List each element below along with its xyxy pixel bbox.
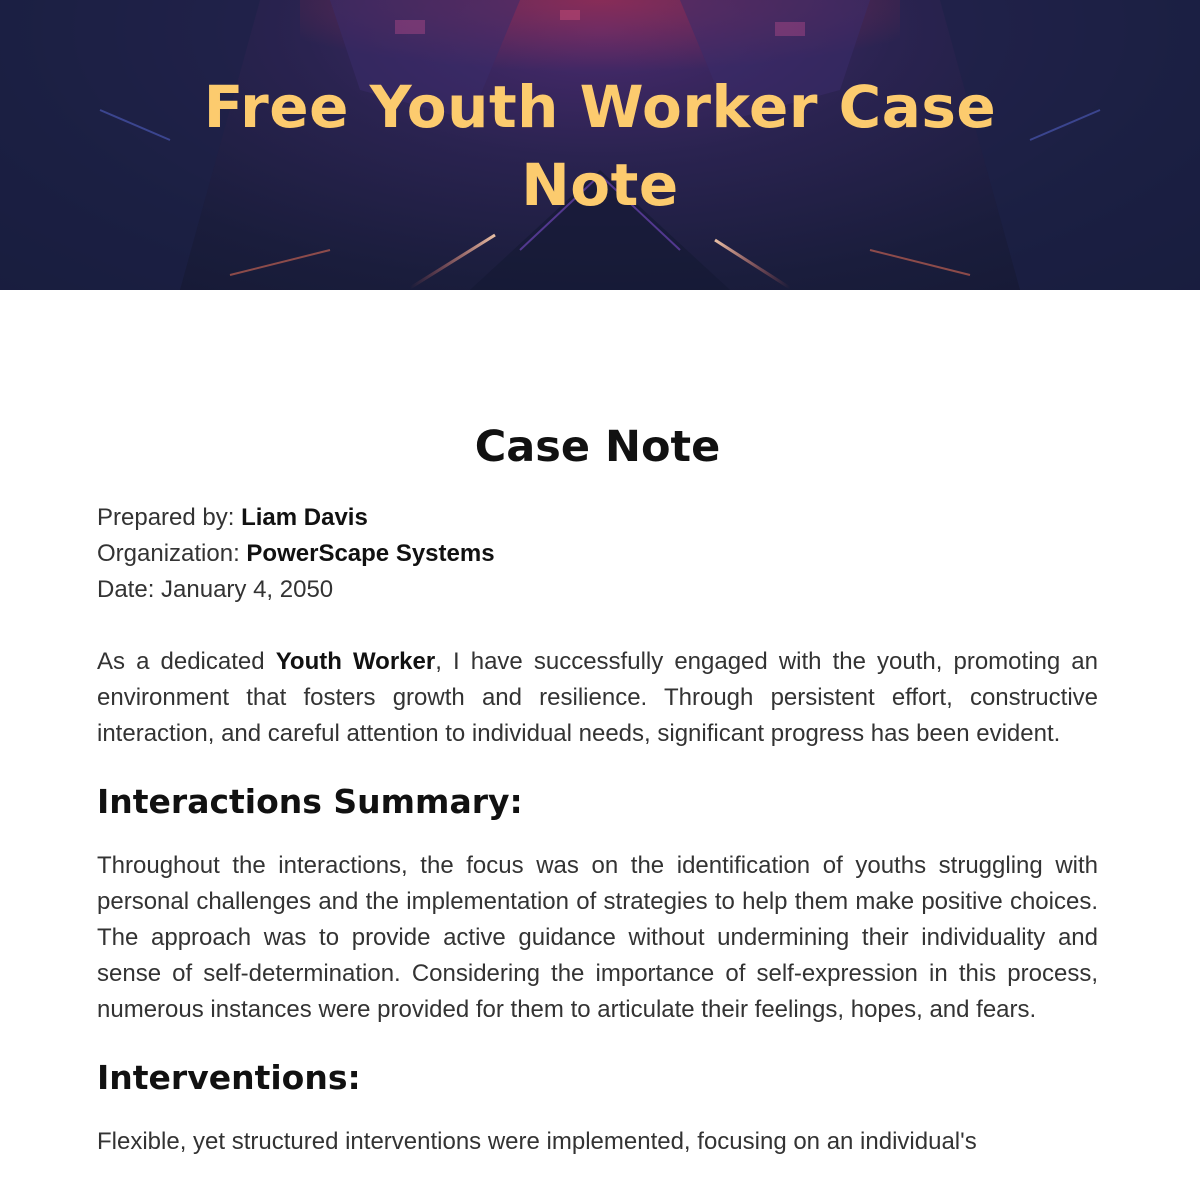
section-body-interventions: Flexible, yet structured interventions were implemented, focusing on an individual's — [97, 1128, 977, 1155]
intro-paragraph — [97, 644, 1098, 752]
document-body — [97, 418, 1098, 1184]
meta-organization — [97, 536, 1098, 572]
intro-emphasis: Youth Worker — [275, 648, 436, 675]
meta-prepared-by — [97, 500, 1098, 536]
section-heading-interventions: Interventions: — [97, 1058, 361, 1097]
meta-prepared-by-value: Liam Davis — [241, 504, 368, 531]
document-title: Case Note — [474, 422, 721, 472]
section-body-interactions-summary: Throughout the interactions, the focus was on the identification of youths struggling with personal challenges and the implementation of strategies to help them make positive choices. The approach was to provide active guidance without undermining their individuality and sense of self-determination. Considering the importance of self-expression in this process, numerous instances were provided for them to articulate their feelings, hopes, and fears. — [97, 852, 1098, 1023]
banner-title: Free Youth Worker Case Note — [203, 73, 997, 219]
meta-date — [97, 572, 1098, 608]
meta-prepared-by-label: Prepared by: — [97, 504, 242, 531]
meta-date-value: January 4, 2050 — [161, 576, 334, 603]
section-heading-interactions-summary: Interactions Summary: — [97, 782, 523, 821]
document-meta — [97, 500, 1098, 608]
meta-organization-label: Organization: — [97, 540, 247, 567]
meta-organization-value: PowerScape Systems — [246, 540, 495, 567]
meta-date-label: Date: — [97, 576, 162, 603]
intro-suffix: , I have successfully engaged with the youth, promoting an environment that fosters growth and resilience. Through persistent effort, constructive interaction, and careful attention to individual needs, significant progress has been evident. — [97, 648, 1098, 747]
intro-prefix: As a dedicated — [97, 648, 276, 675]
header-banner — [0, 0, 1200, 290]
